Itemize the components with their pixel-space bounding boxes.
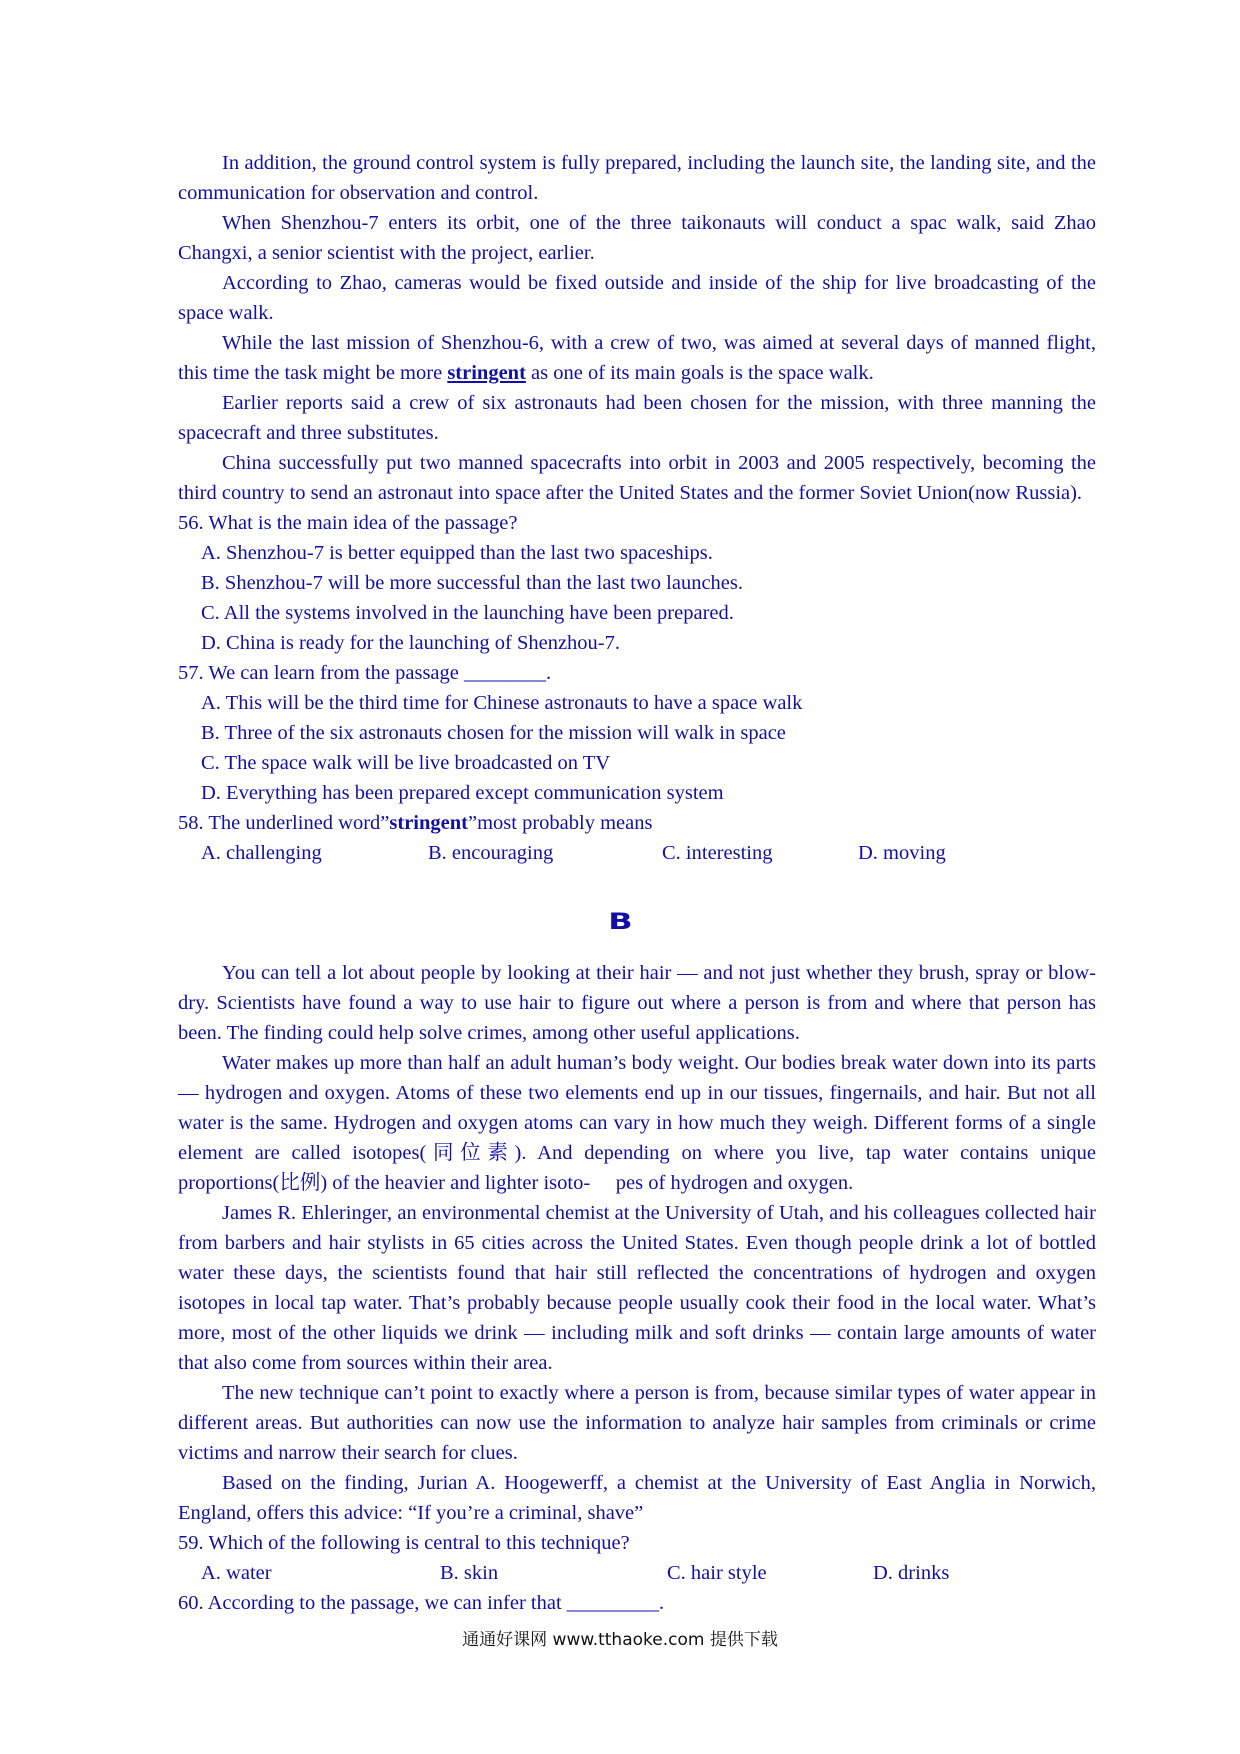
question-57-option-d: D. Everything has been prepared except communication system [201,782,724,804]
question-57-option-b: B. Three of the six astronauts chosen for the mission will walk in space [201,722,786,744]
paragraph: In addition, the ground control system is fully prepared, including the launch site, the landing site, and the communication for observation and control. [178,152,1096,204]
question-59-options [178,1558,1096,1588]
text: ”most probably means [467,812,653,834]
section-heading [0,908,1240,938]
paragraph: Water makes up more than half an adult human’s body weight. Our bodies break water down into its parts — hydrogen and oxygen. Atoms of these two elements end up in our tissues, fingernails, and hair. But not all water is the same. Hydrogen and oxygen atoms can vary in how much they weigh. Different forms of a single element are called isotopes(同位素). And depending on where you live, tap water contains unique proportions(比例) of the heavier and lighter isoto- pes of hydrogen and oxygen. [178,1052,1096,1194]
question-59-option-a: A. water [201,1562,272,1584]
paragraph: You can tell a lot about people by looking at their hair — and not just whether they brush, spray or blow-dry. Scientists have found a way to use hair to figure out where a person is from and where that person has been. The finding could help solve crimes, among other useful applications. [178,962,1096,1044]
text: as one of its main goals is the space walk. [525,362,874,384]
keyword: stringent [389,812,468,834]
question-56-option-a: A. Shenzhou-7 is better equipped than the last two spaceships. [201,542,713,564]
question-59-stem: 59. Which of the following is central to this technique? [178,1532,630,1554]
page-footer: 通通好课网 www.tthaoke.com 提供下载 [462,1630,778,1650]
question-58-stem [178,808,1096,838]
question-58-option-d: D. moving [858,842,946,864]
question-57-stem: 57. We can learn from the passage ________. [178,662,552,684]
section-letter: B [607,910,633,935]
paragraph: Based on the finding, Jurian A. Hoogewerff, a chemist at the University of East Anglia in Norwich, England, offers this advice: “If you’re a criminal, shave” [178,1472,1096,1524]
question-56-option-b: B. Shenzhou-7 will be more successful than the last two launches. [201,572,743,594]
question-58-option-b: B. encouraging [428,842,554,864]
question-56-stem: 56. What is the main idea of the passage? [178,512,518,534]
question-58-options [178,838,1096,868]
question-58-option-c: C. interesting [662,842,773,864]
paragraph-with-keyword [178,328,1096,388]
question-56-option-d: D. China is ready for the launching of Shenzhou-7. [201,632,621,654]
question-56-option-c: C. All the systems involved in the launching have been prepared. [201,602,734,624]
text: 58. The underlined word” [178,812,390,834]
paragraph: According to Zhao, cameras would be fixed outside and inside of the ship for live broadcasting of the space walk. [178,272,1096,324]
question-57-option-a: A. This will be the third time for Chinese astronauts to have a space walk [201,692,803,714]
question-58-option-a: A. challenging [201,842,322,864]
text: While the last mission of Shenzhou-6, with a crew of two, was aimed at several days of manned flight, this time the task might be more [178,332,1096,384]
passage-a [178,148,1096,868]
paragraph: The new technique can’t point to exactly where a person is from, because similar types of water appear in different areas. But authorities can now use the information to analyze hair samples from criminals or crime victims and narrow their search for clues. [178,1382,1096,1464]
passage-b [178,958,1096,1618]
question-60-stem: 60. According to the passage, we can infer that _________. [178,1592,665,1614]
question-59-option-c: C. hair style [667,1562,767,1584]
underlined-keyword: stringent [447,362,526,384]
paragraph: James R. Ehleringer, an environmental chemist at the University of Utah, and his colleagues collected hair from barbers and hair stylists in 65 cities across the United States. Even though people drink a lot of bottled water these days, the scientists found that hair still reflected the concentrations of hydrogen and oxygen isotopes in local tap water. That’s probably because people usually cook their food in the local water. What’s more, most of the other liquids we drink — including milk and soft drinks — contain large amounts of water that also come from sources within their area. [178,1202,1096,1374]
question-59-option-d: D. drinks [873,1562,950,1584]
paragraph: China successfully put two manned spacecrafts into orbit in 2003 and 2005 respectively, becoming the third country to send an astronaut into space after the United States and the former Soviet Union(now Russia). [178,452,1096,504]
question-59-option-b: B. skin [440,1562,499,1584]
paragraph: When Shenzhou-7 enters its orbit, one of the three taikonauts will conduct a spac walk, said Zhao Changxi, a senior scientist with the project, earlier. [178,212,1096,264]
paragraph: Earlier reports said a crew of six astronauts had been chosen for the mission, with three manning the spacecraft and three substitutes. [178,392,1096,444]
question-57-option-c: C. The space walk will be live broadcasted on TV [201,752,611,774]
